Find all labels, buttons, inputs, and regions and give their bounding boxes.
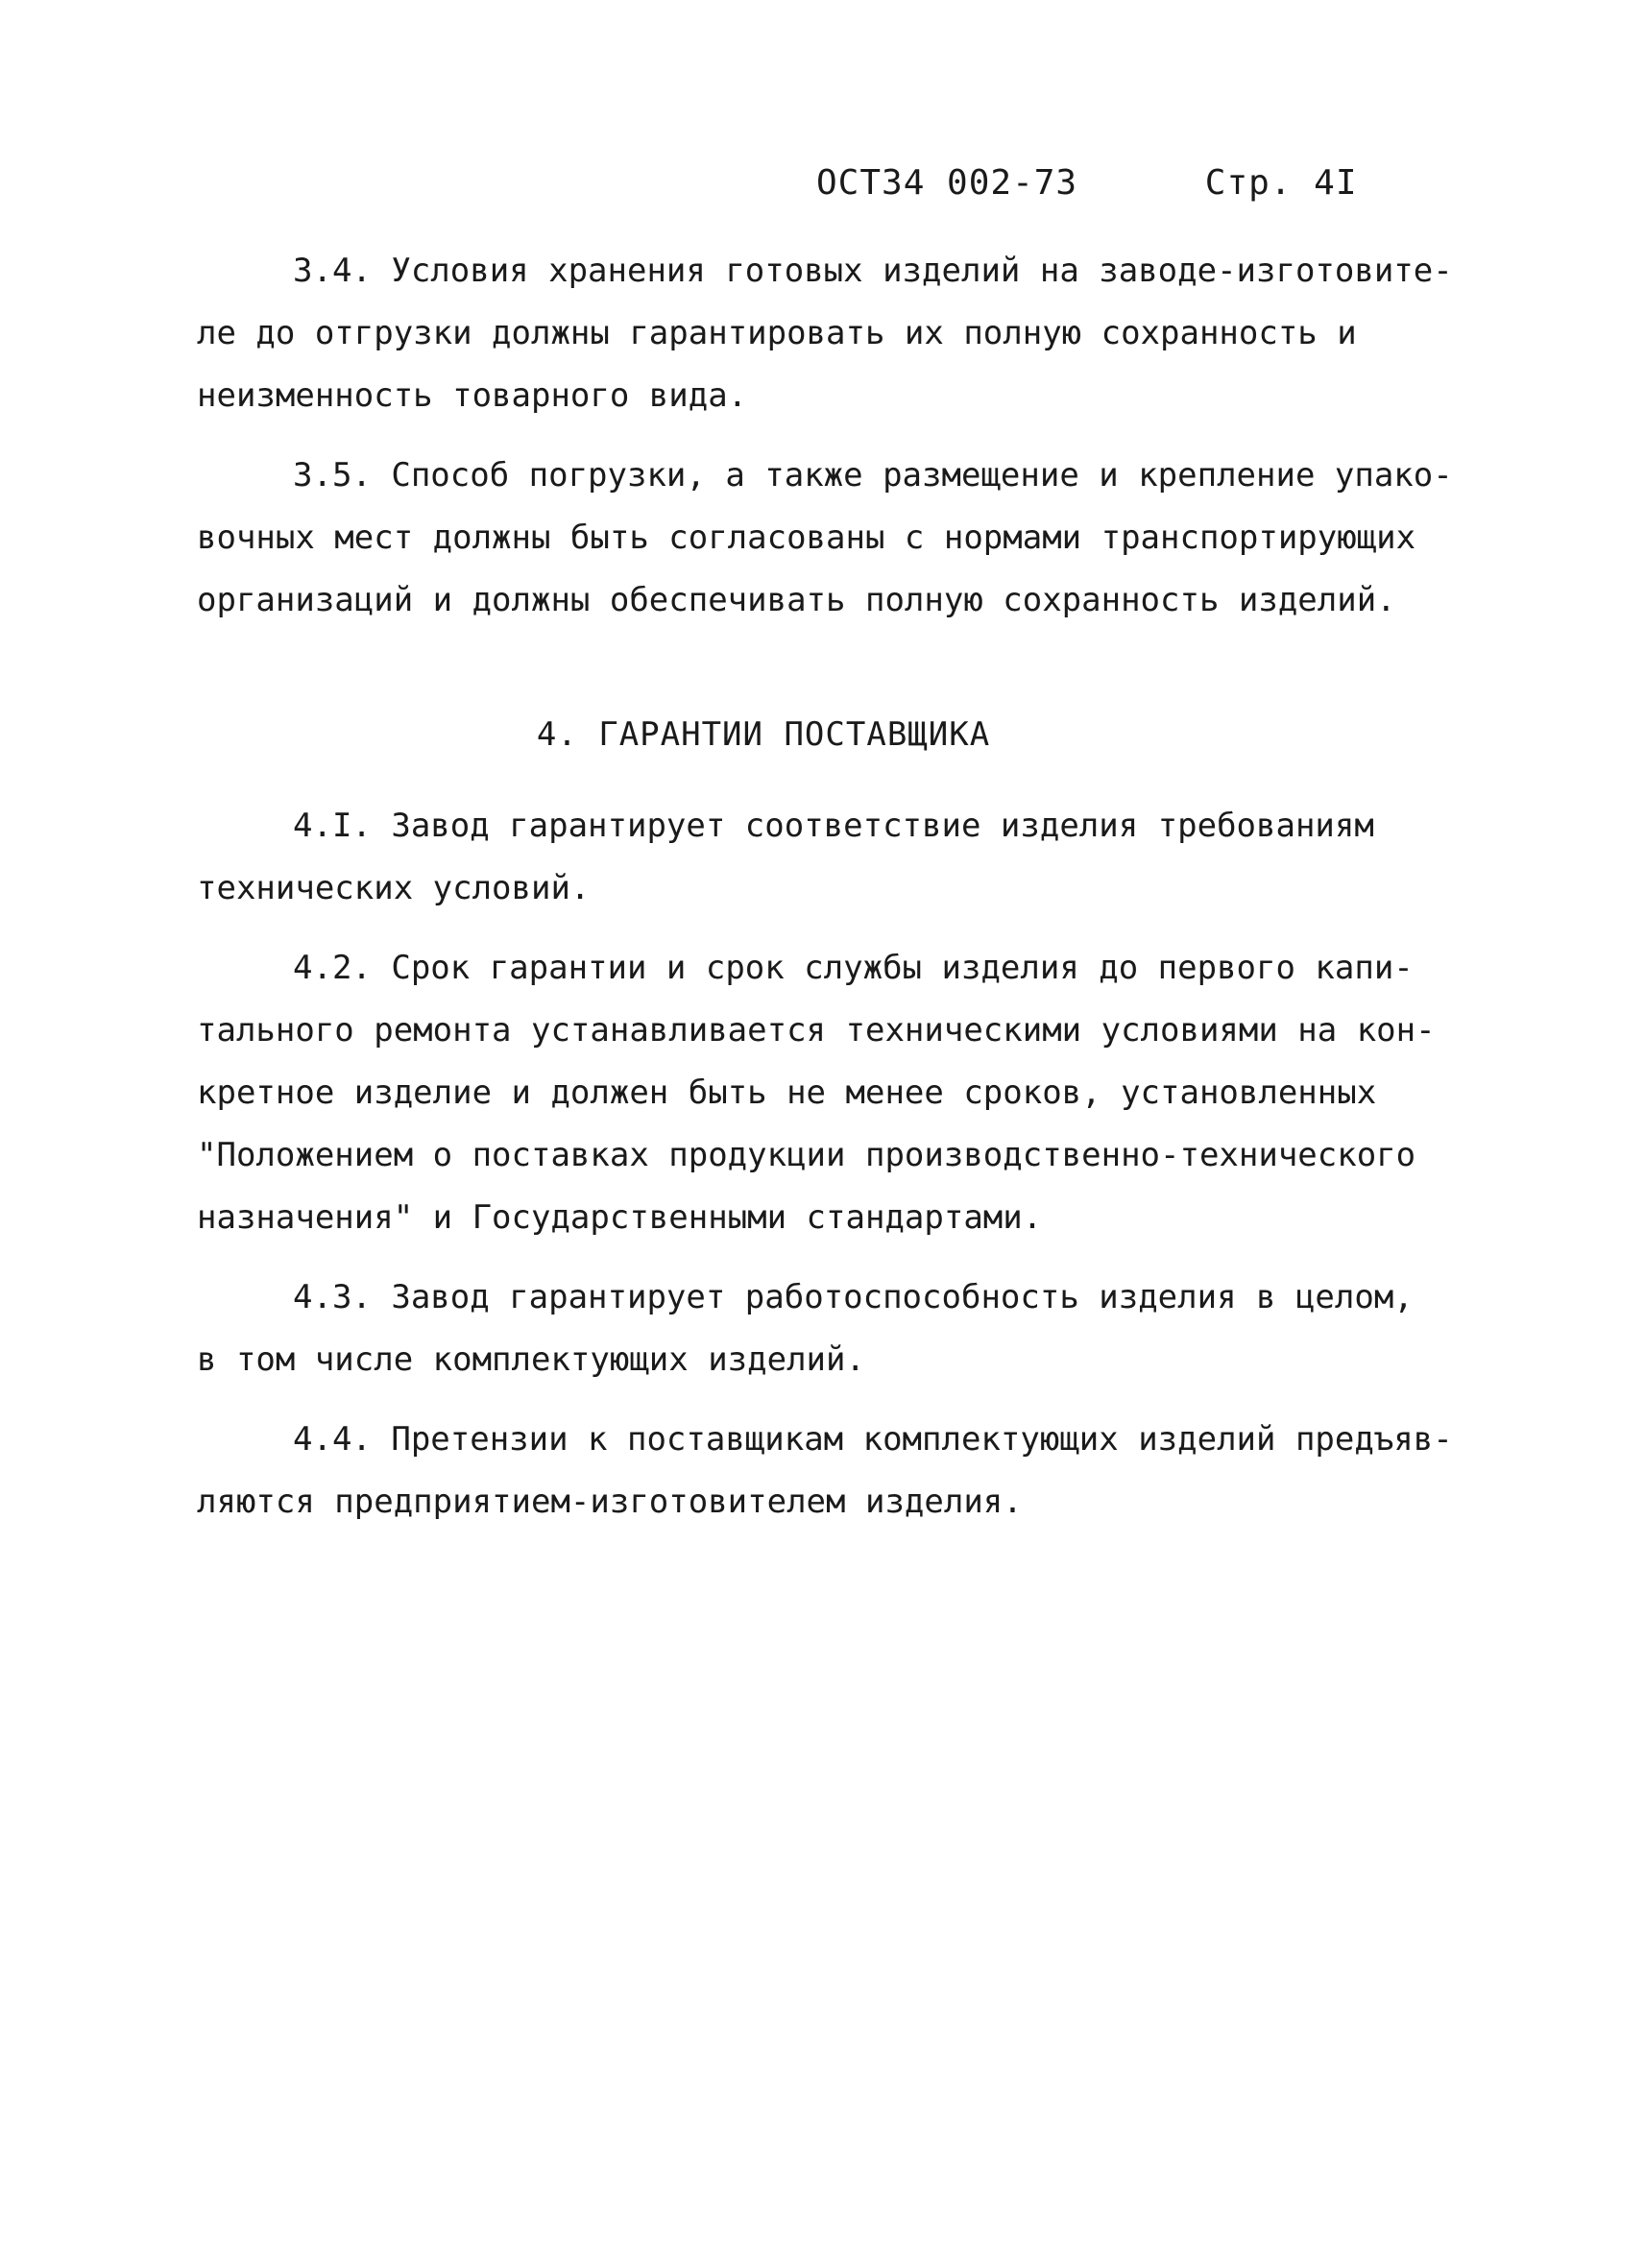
paragraph-line: "Положением о поставках продукции производственно-технического (197, 1136, 1416, 1174)
paragraph-line: 4.2. Срок гарантии и срок службы изделия до первого капи- (293, 949, 1414, 987)
paragraph-line: 3.4. Условия хранения готовых изделий на заводе-изготовите- (293, 252, 1453, 290)
doc-code: ОСТ34 002-73 (816, 163, 1078, 203)
paragraph-line: 4.I. Завод гарантирует соответствие изделия требованиям (293, 807, 1374, 845)
paragraph-3-5 (197, 445, 1453, 632)
paragraph-4-4 (197, 1409, 1453, 1533)
document-body (197, 240, 1453, 1551)
page-number: Стр. 4I (1204, 163, 1358, 203)
paragraph-line: вочных мест должны быть согласованы с нормами транспортирующих (197, 519, 1416, 557)
paragraph-line: в том числе комплектующих изделий. (197, 1340, 865, 1379)
paragraph-line: ле до отгрузки должны гарантировать их полную сохранность и (197, 314, 1357, 352)
paragraph-3-4 (197, 240, 1453, 427)
section-title: 4. ГАРАНТИИ ПОСТАВЩИКА (536, 715, 991, 754)
page-header (816, 163, 1358, 203)
paragraph-line: неизменность товарного вида. (197, 376, 748, 415)
paragraph-line: технических условий. (197, 869, 591, 907)
paragraph-line: 3.5. Способ погрузки, а также размещение и крепление упако- (293, 456, 1453, 495)
paragraph-line: ляются предприятием-изготовителем изделия. (197, 1483, 1023, 1521)
paragraph-line: организаций и должны обеспечивать полную сохранность изделий. (197, 581, 1396, 619)
paragraph-line: 4.3. Завод гарантирует работоспособность изделия в целом, (293, 1278, 1414, 1316)
paragraph-4-2 (197, 937, 1436, 1249)
paragraph-line: кретное изделие и должен быть не менее сроков, установленных (197, 1074, 1377, 1112)
paragraph-line: тального ремонта устанавливается техническими условиями на кон- (197, 1011, 1436, 1050)
paragraph-line: 4.4. Претензии к поставщикам комплектующих изделий предъяв- (293, 1420, 1453, 1459)
paragraph-line: назначения" и Государственными стандартами. (197, 1198, 1043, 1237)
paragraph-4-3 (197, 1267, 1416, 1391)
paragraph-4-1 (197, 795, 1416, 920)
